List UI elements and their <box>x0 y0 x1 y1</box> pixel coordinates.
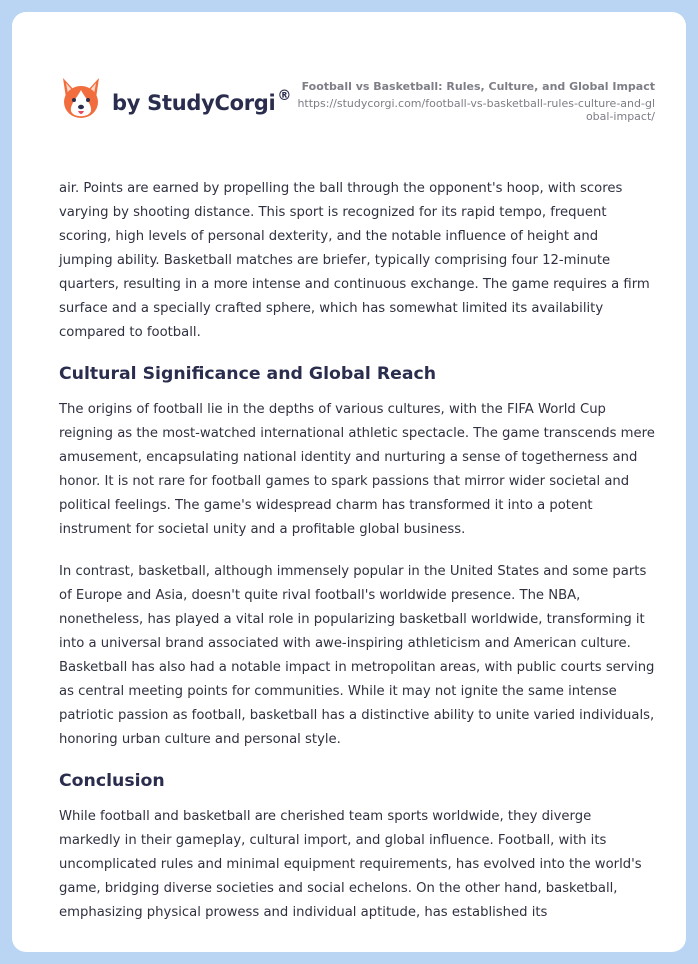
studycorgi-logo[interactable] <box>60 76 291 122</box>
section-heading-conclusion: Conclusion <box>59 771 165 791</box>
cultural-paragraph-1: The origins of football lie in the depths of various cultures, with the FIFA World Cup reigning as the most-watched international athletic spectacle. The game transcends mere amusement, encapsulating national identity and nurturing a sense of togetherness and honor. It is not rare for football games to spark passions that mirror wider societal and political feelings. The game's widespread charm has transformed it into a potent instrument for societal unity and a profitable global business. <box>59 402 655 537</box>
registered-mark: ® <box>277 88 292 104</box>
document-meta <box>295 80 655 123</box>
document-url[interactable]: https://studycorgi.com/football-vs-basketball-rules-culture-and-global-impact/ <box>297 97 655 123</box>
document-page <box>12 12 686 952</box>
logo-name: by StudyCorgi <box>112 91 276 115</box>
document-title: Football vs Basketball: Rules, Culture, and Global Impact <box>301 80 655 93</box>
intro-paragraph: air. Points are earned by propelling the ball through the opponent's hoop, with scores varying by shooting distance. This sport is recognized for its rapid tempo, frequent scoring, high levels of personal dexterity, and the notable influence of height and jumping ability. Basketball matches are briefer, typically comprising four 12-minute quarters, resulting in a more intense and continuous exchange. The game requires a firm surface and a specially crafted sphere, which has somewhat limited its availability compared to football. <box>59 181 650 340</box>
logo-wordmark <box>112 88 292 115</box>
cultural-paragraph-2: In contrast, basketball, although immensely popular in the United States and some parts of Europe and Asia, doesn't quite rival football's worldwide presence. The NBA, nonetheless, has played a vital role in popularizing basketball worldwide, transforming it into a universal brand associated with awe-inspiring athleticism and American culture. Basketball has also had a notable impact in metropolitan areas, with public courts serving as central meeting points for communities. While it may not ignite the same intense patriotic passion as football, basketball has a distinctive ability to unite varied individuals, honoring urban culture and personal style. <box>59 564 655 747</box>
document-body <box>59 177 655 925</box>
page-header <box>12 12 686 162</box>
conclusion-paragraph: While football and basketball are cherished team sports worldwide, they diverge markedly in their gameplay, cultural import, and global influence. Football, with its uncomplicated rules and minimal equipment requirements, has evolved into the world's game, bridging diverse societies and social echelons. On the other hand, basketball, emphasizing physical prowess and individual aptitude, has established its <box>59 809 642 920</box>
section-heading-cultural: Cultural Significance and Global Reach <box>59 364 437 384</box>
corgi-logo-icon <box>60 76 102 122</box>
